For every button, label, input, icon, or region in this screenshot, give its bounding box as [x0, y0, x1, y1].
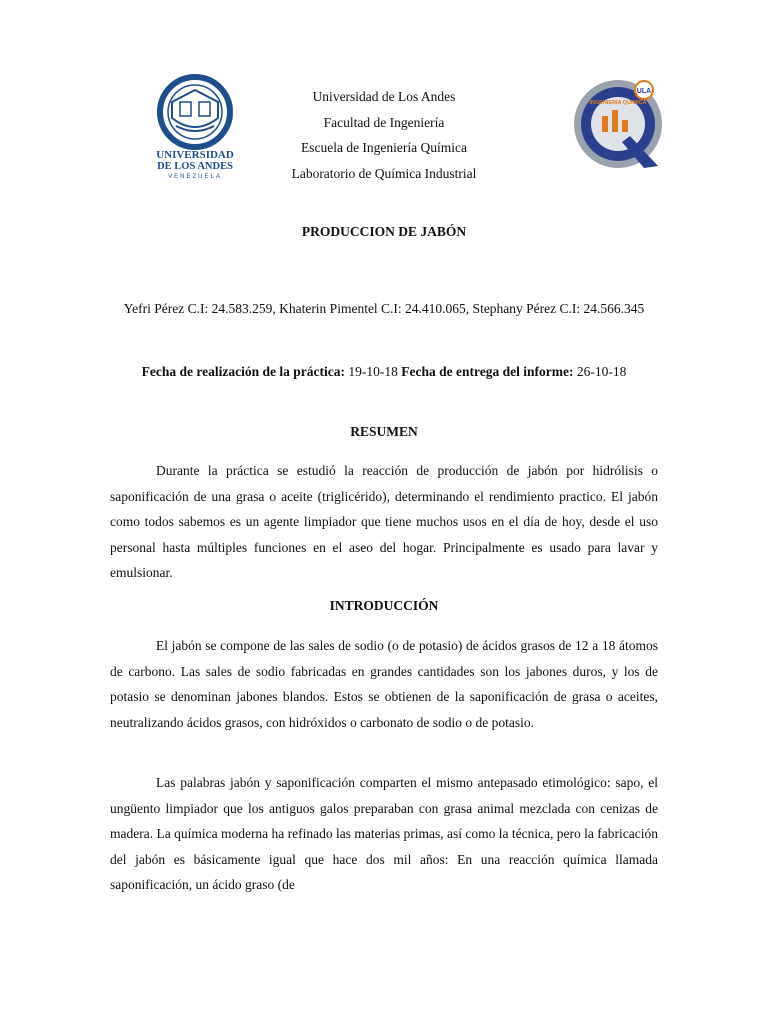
authors-line: Yefri Pérez C.I: 24.583.259, Khaterin Pimentel C.I: 24.410.065, Stephany Pérez C.I: 24.566.345: [123, 301, 645, 316]
school-name: Escuela de Ingeniería Química: [300, 140, 468, 155]
faculty-name: Facultad de Ingeniería: [323, 114, 445, 130]
realization-date-label: Fecha de realización de la práctica:: [141, 364, 345, 379]
document-title: PRODUCCION DE JABÓN: [301, 224, 467, 239]
chemical-engineering-logo: [572, 76, 664, 172]
resumen-paragraph: Durante la práctica se estudió la reacción de producción de jabón por hidrólisis o saponificación de una grasa o aceite (triglicérido), determinando el rendimiento practico. El jabón como todos sabemos es un agente limpiador que tiene muchos usos en el día de hoy, desde el uso personal hasta múltiples funciones en el aseo del hogar. Principalmente es usado para lavar y emulsionar.: [110, 463, 658, 580]
section-heading-introduccion: INTRODUCCIÓN: [329, 598, 439, 613]
introduccion-paragraph-1: El jabón se compone de las sales de sodio (o de potasio) de ácidos grasos de 12 a 18 átomos de carbono. Las sales de sodio fabricadas en grandes cantidades son los jabones duros, y los de potasio se denominan jabones blandos. Estos se obtienen de la saponificación de grasa o aceites, neutralizando ácidos grasos, con hidróxidos o carbonato de sodio o de potasio.: [110, 638, 658, 730]
svg-text:VENEZUELA: VENEZUELA: [168, 174, 222, 180]
introduccion-paragraph-2: Las palabras jabón y saponificación comparten el mismo antepasado etimológico: sapo, el ungüento limpiador que los antiguos galos preparaban con grasa animal mezclada con cenizas de madera. La química moderna ha refinado las materias primas, así como la técnica, pero la fabricación del jabón es básicamente igual que hace dos mil años: En una reacción química llamada saponificación, un ácido graso (de: [110, 775, 659, 892]
institution-header: [240, 84, 528, 186]
delivery-date-label: Fecha de entrega del informe:: [401, 364, 574, 379]
realization-date-value: 19-10-18: [344, 364, 402, 379]
university-seal-logo: [150, 74, 240, 180]
dates-line: [110, 359, 658, 385]
university-name: Universidad de Los Andes: [312, 89, 456, 104]
delivery-date-value: 26-10-18: [573, 364, 627, 379]
svg-text:INGENIERIA QUIMICA: INGENIERIA QUIMICA: [589, 100, 647, 106]
svg-text:UNIVERSIDAD: UNIVERSIDAD: [156, 149, 234, 161]
svg-text:ULA: ULA: [636, 88, 652, 95]
svg-text:DE LOS ANDES: DE LOS ANDES: [157, 161, 233, 172]
laboratory-name: Laboratorio de Química Industrial: [291, 165, 477, 181]
section-heading-resumen: RESUMEN: [350, 424, 418, 439]
